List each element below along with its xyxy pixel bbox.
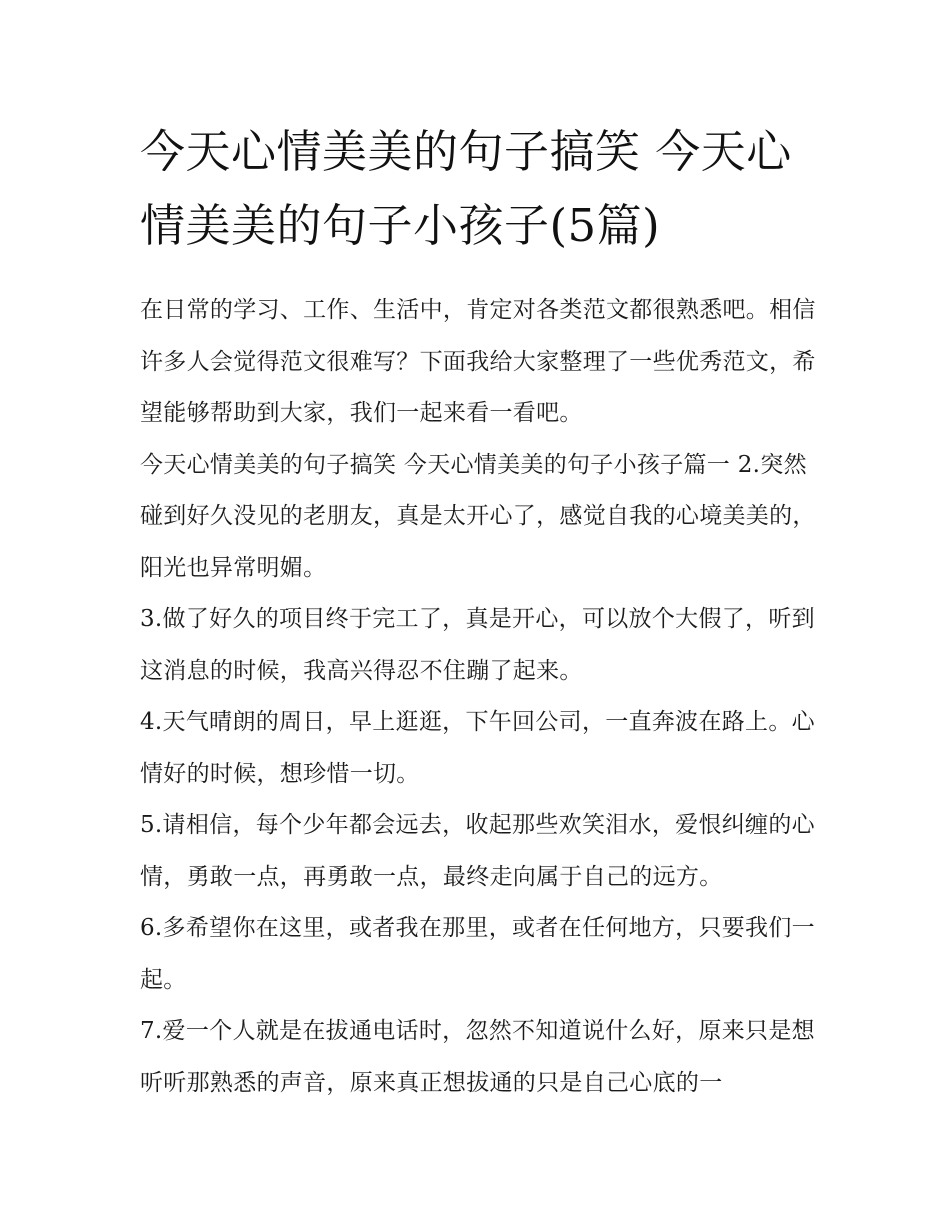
paragraph-item-6: 6.多希望你在这里，或者我在那里，或者在任何地方，只要我们一起。 bbox=[140, 915, 815, 993]
paragraph-item-2: 今天心情美美的句子搞笑 今天心情美美的句子小孩子篇一 2.突然碰到好久没见的老朋友，真是太开心了，感觉自我的心境美美的，阳光也异常明媚。 bbox=[140, 451, 816, 581]
paragraph-item-7: 7.爱一个人就是在拔通电话时，忽然不知道说什么好，原来只是想听听那熟悉的声音，原来真正想拔通的只是自己心底的一 bbox=[140, 1018, 815, 1096]
paragraph-item-5: 5.请相信，每个少年都会远去，收起那些欢笑泪水，爱恨纠缠的心情，勇敢一点，再勇敢一点，最终走向属于自己的远方。 bbox=[140, 812, 815, 890]
paragraph-item-3: 3.做了好久的项目终于完工了，真是开心，可以放个大假了，听到这消息的时候，我高兴得忍不住蹦了起来。 bbox=[140, 606, 815, 684]
paragraph-item-4: 4.天气晴朗的周日，早上逛逛，下午回公司，一直奔波在路上。心情好的时候，想珍惜一切。 bbox=[140, 709, 815, 787]
intro-paragraph: 在日常的学习、工作、生活中，肯定对各类范文都很熟悉吧。相信许多人会觉得范文很难写？下面我给大家整理了一些优秀范文，希望能够帮助到大家，我们一起来看一看吧。 bbox=[140, 297, 816, 426]
document-title: 今天心情美美的句子搞笑 今天心情美美的句子小孩子(5篇) bbox=[140, 125, 792, 252]
document-page bbox=[140, 115, 820, 1109]
document-body bbox=[140, 285, 820, 1109]
